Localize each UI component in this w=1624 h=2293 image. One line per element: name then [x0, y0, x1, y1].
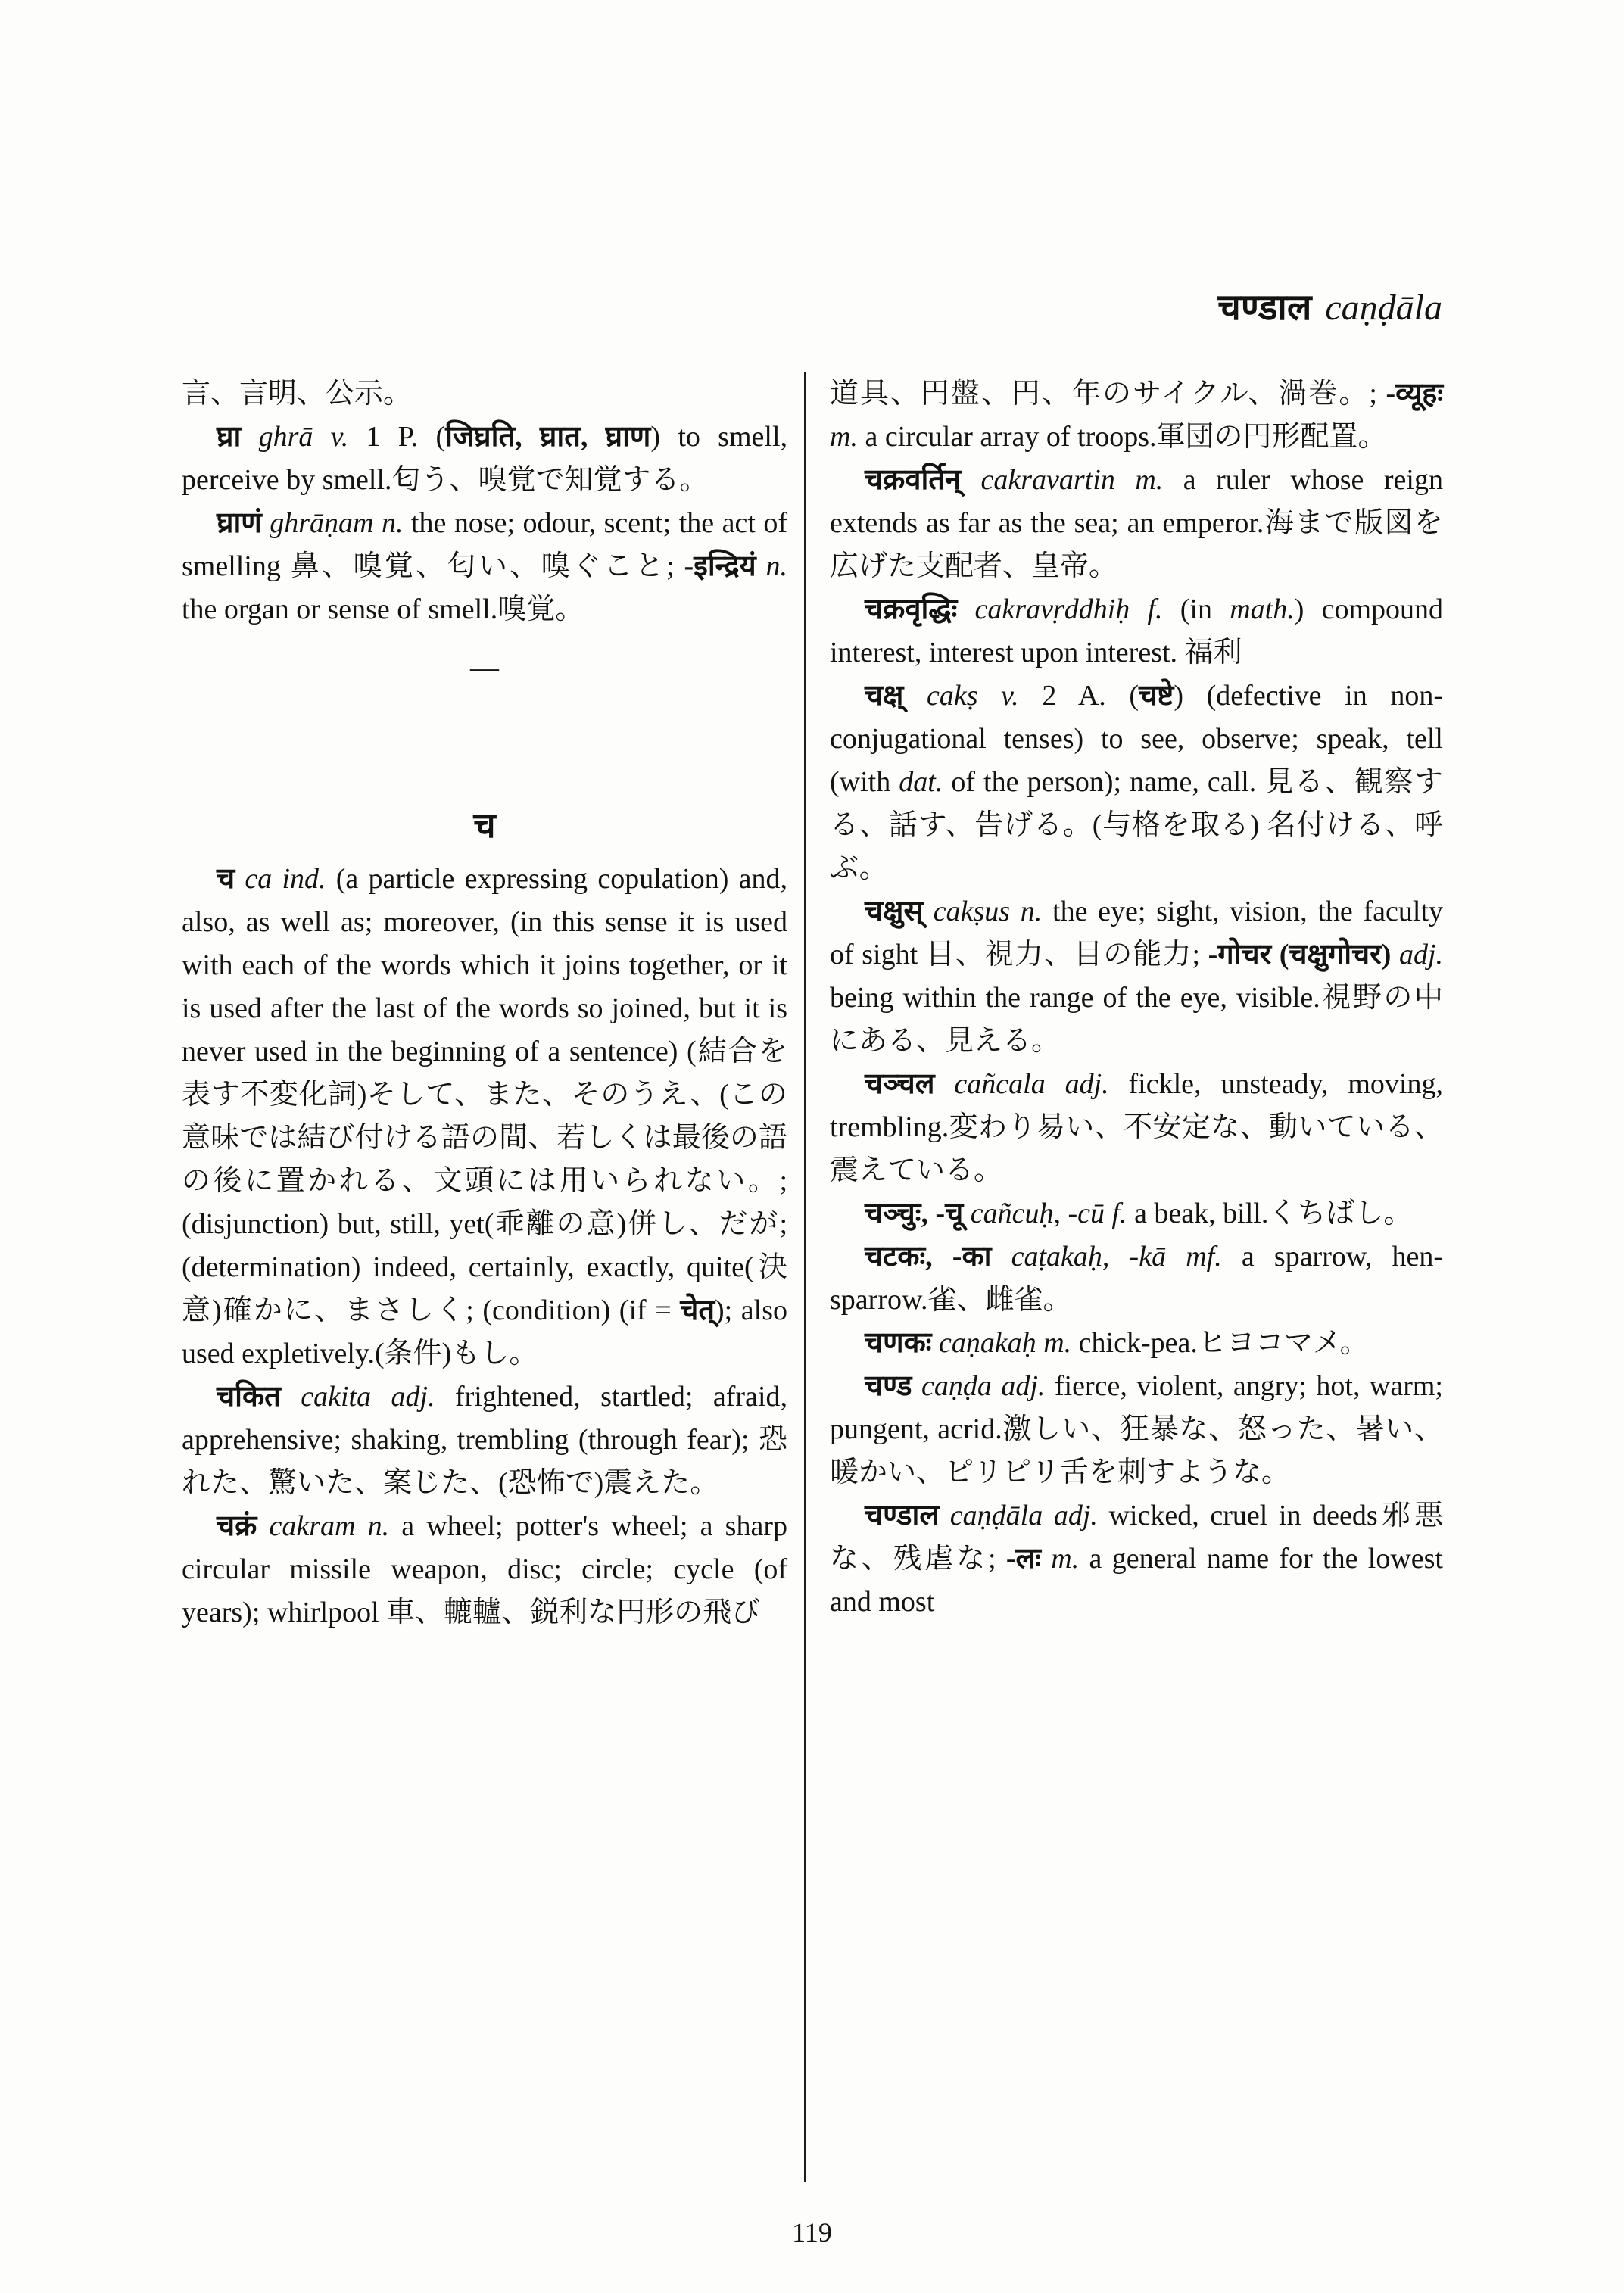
- text-run-rm: ; (disjunction) but, still, yet: [182, 1165, 787, 1240]
- left-column: [182, 372, 787, 1634]
- text-run-it: ghrāṇam: [270, 507, 382, 539]
- text-run-rm: wicked, cruel in deeds: [1108, 1500, 1378, 1531]
- text-run-cjk: 車、轆轤、鋭利な円形の飛び: [386, 1597, 761, 1628]
- text-run-cjk: 言、言明、公示。: [182, 378, 413, 410]
- text-run-it: m.: [830, 421, 865, 453]
- text-run-it: n.: [367, 1510, 402, 1542]
- text-run-it: caṭakaḥ, -kā: [1011, 1241, 1186, 1273]
- text-run-dev: च: [473, 806, 496, 845]
- text-run-it: m.: [1135, 464, 1183, 496]
- text-run-it: dat.: [899, 766, 952, 798]
- section-heading-ca: [182, 803, 787, 849]
- text-run-it: caṇḍāla adj.: [949, 1500, 1109, 1531]
- text-run-rm: the nose; odour, scent; the act of smelling: [182, 507, 787, 582]
- text-run-rm: —: [470, 652, 499, 684]
- text-run-it: cakram: [269, 1510, 368, 1542]
- text-run-dev: चञ्चल: [865, 1068, 955, 1100]
- text-run-it: adj.: [1398, 939, 1444, 970]
- text-run-rm: of the person); name, call.: [951, 766, 1265, 798]
- text-run-rm: a wheel; potter's wheel; a sharp circular missile weapon, disc; circle; cycle (of years); whirlpool: [182, 1510, 787, 1628]
- text-run-dev: च: [217, 863, 245, 895]
- text-run-cjk: くちばし。: [1268, 1198, 1413, 1229]
- text-run-it: caṇakaḥ: [938, 1327, 1044, 1359]
- text-run-it: cakravartin: [980, 464, 1136, 496]
- text-run-dev: चक्ष्: [865, 680, 927, 712]
- entry-ghranam: [182, 502, 787, 631]
- text-run-cjk: 軍団の円形配置。: [1156, 421, 1387, 453]
- text-run-rm: the organ or sense of smell.: [182, 594, 498, 625]
- entry-caks: [830, 675, 1443, 890]
- text-run-it: n.: [765, 550, 787, 582]
- text-run-dev: चक्रं: [217, 1510, 270, 1542]
- text-run-cjk: 邪悪な、残虐な: [830, 1500, 1443, 1575]
- text-run-it: cakravṛddhiḥ: [974, 594, 1148, 625]
- text-run-cjk: 鼻、嗅覚、匂い、嗅ぐこと;: [290, 550, 684, 582]
- text-run-dev: चण्ड: [865, 1370, 921, 1402]
- text-run-it: cañcala adj.: [954, 1068, 1129, 1100]
- column-divider-rule: [804, 372, 806, 2182]
- entry-catakah: [830, 1235, 1443, 1322]
- entry-canakah: [830, 1322, 1443, 1365]
- text-run-dev: घ्राणं: [217, 507, 270, 539]
- text-run-dev: -व्यूहः: [1386, 378, 1443, 410]
- text-run-rm: (in: [1180, 594, 1230, 625]
- text-run-dev: चेत्: [680, 1294, 715, 1326]
- text-run-cjk: ヒヨコマメ。: [1197, 1327, 1369, 1359]
- text-run-dev: घ्रा: [217, 421, 259, 453]
- entry-cancuh: [830, 1192, 1443, 1235]
- text-run-cjk: (乖離の意)併し、だが: [484, 1208, 780, 1240]
- text-run-dev: -लः: [1005, 1543, 1052, 1575]
- text-run-cjk: 見る、観察する、話す、告げる。(与格を取る) 名付ける、呼ぶ。: [830, 766, 1443, 884]
- text-run-cjk: (結合を表す不変化詞)そして、また、そのうえ、(この意味では結び付ける語の間、若しくは最後の語の後に置かれる、文頭には用いられない。: [182, 1036, 787, 1197]
- text-run-dev: चक्षुस्: [865, 896, 934, 927]
- text-run-it: n.: [381, 507, 411, 539]
- text-run-rm: (a particle expressing copulation) and, also, as well as; moreover, (in this sense it is used with each of the words which it joins together, or it is used after the last of the words so joined, but it is never used in the beginning of a sentence): [182, 863, 787, 1067]
- text-run-cjk: 福利: [1184, 637, 1242, 668]
- text-run-it: n.: [1020, 896, 1053, 927]
- text-run-rm: a ruler whose reign extends as far as the sea; an emperor.: [830, 464, 1443, 539]
- text-run-rm: the eye; sight, vision, the faculty of sight: [830, 896, 1443, 970]
- entry-cakita: [182, 1375, 787, 1505]
- text-run-cjk: 視野の中にある、見える。: [830, 982, 1443, 1057]
- running-head-transliteration: caṇḍāla: [1325, 288, 1442, 328]
- text-run-it: v.: [330, 421, 366, 453]
- text-run-rm: chick-pea.: [1078, 1327, 1198, 1359]
- text-run-dev: चटकः, -का: [865, 1241, 1011, 1273]
- entry-caksus: [830, 890, 1443, 1063]
- text-run-it: m.: [1043, 1327, 1079, 1359]
- text-run-dev: चष्टे: [1139, 680, 1174, 712]
- text-run-cjk: (条件)もし。: [375, 1338, 538, 1369]
- text-run-rm: a general name for the lowest and most: [830, 1543, 1443, 1618]
- text-run-cjk: 激しい、狂暴な、怒った、暑い、暖かい、ピリピリ舌を刺すような。: [830, 1413, 1443, 1488]
- text-run-it: math.: [1230, 594, 1295, 625]
- text-run-rm: being within the range of the eye, visible.: [830, 982, 1320, 1014]
- text-run-rm: ; (condition) (if =: [466, 1294, 681, 1326]
- text-run-cjk: 嗅覚。: [497, 594, 584, 625]
- text-run-it: cakṣ: [927, 680, 1002, 712]
- text-run-rm: a beak, bill.: [1134, 1198, 1269, 1229]
- text-run-dev: चञ्चुः, -चू: [865, 1198, 971, 1229]
- entry-ghra: [182, 416, 787, 502]
- text-run-dev: चणकः: [865, 1327, 939, 1359]
- text-run-it: ca ind.: [245, 863, 336, 895]
- text-run-it: mf.: [1186, 1241, 1242, 1273]
- text-run-rm: 2 A. (: [1042, 680, 1139, 712]
- text-run-it: f.: [1147, 594, 1180, 625]
- text-run-dev: -इन्द्रियं: [684, 550, 766, 582]
- text-run-cjk: (決意)確かに、まさしく: [182, 1251, 788, 1326]
- text-run-it: f.: [1111, 1198, 1135, 1229]
- page-number: 119: [792, 2217, 832, 2248]
- continuation-paragraph: [182, 372, 787, 416]
- text-run-cjk: 雀、雌雀。: [927, 1284, 1072, 1316]
- text-run-dev: जिघ्रति, घ्रात, घ्राण: [445, 421, 651, 453]
- text-run-rm: ) (defective in non-conjugational tenses) to see, observe; speak, tell (with: [830, 680, 1443, 798]
- text-run-it: cakita adj.: [301, 1381, 455, 1413]
- text-run-rm: fierce, violent, angry; hot, warm; pungent, acrid.: [830, 1370, 1443, 1445]
- running-head: [825, 282, 1442, 331]
- entry-cakravrddhih: [830, 588, 1443, 675]
- text-run-rm: ;: [988, 1543, 1006, 1575]
- text-run-it: ghrā: [258, 421, 331, 453]
- text-run-it: m.: [1051, 1543, 1089, 1575]
- text-run-it: cakṣus: [933, 896, 1021, 927]
- continuation-paragraph: [830, 372, 1443, 459]
- entry-cancala: [830, 1063, 1443, 1192]
- text-run-cjk: 匂う、嗅覚で知覚する。: [391, 464, 709, 496]
- text-run-it: cañcuḥ, -cū: [970, 1198, 1112, 1229]
- text-run-rm: ; (determination) indeed, certainly, exactly, quite: [182, 1208, 788, 1283]
- text-run-rm: 1 P. (: [366, 421, 446, 453]
- entry-ca: [182, 858, 787, 1375]
- text-run-rm: frightened, startled; afraid, apprehensive; shaking, trembling (through fear);: [182, 1381, 787, 1456]
- text-run-dev: चण्डाल: [865, 1500, 950, 1531]
- text-run-cjk: 目、視力、目の能力;: [925, 939, 1208, 970]
- text-run-cjk: 道具、円盤、円、年のサイクル、渦巻。;: [830, 378, 1386, 410]
- text-run-cjk: 海まで版図を広げた支配者、皇帝。: [830, 507, 1443, 582]
- text-run-dev: -गोचर (चक्षुगोचर): [1208, 939, 1399, 970]
- text-run-rm: fickle, unsteady, moving, trembling.: [830, 1068, 1443, 1143]
- text-run-cjk: 恐れた、驚いた、案じた、(恐怖で)震えた。: [182, 1424, 787, 1499]
- running-head-devanagari: चण्डाल: [1217, 288, 1312, 328]
- section-divider-dash: [182, 646, 787, 690]
- text-run-rm: ) compound interest, interest upon interest.: [830, 594, 1444, 668]
- text-run-dev: चक्रवर्तिन्: [865, 464, 981, 496]
- text-run-rm: ) to smell, perceive by smell.: [182, 421, 788, 496]
- text-run-dev: चक्रवृद्धिः: [865, 594, 975, 625]
- text-run-cjk: 変わり易い、不安定な、動いている、震えている。: [830, 1111, 1443, 1186]
- text-run-it: caṇḍa adj.: [921, 1370, 1055, 1402]
- text-run-it: v.: [1001, 680, 1043, 712]
- text-run-rm: a circular array of troops.: [865, 421, 1157, 453]
- entry-cakravartin: [830, 459, 1443, 588]
- right-column: [830, 372, 1443, 1624]
- entry-cakram: [182, 1505, 787, 1634]
- entry-candala: [830, 1494, 1443, 1624]
- entry-canda: [830, 1365, 1443, 1494]
- text-run-dev: चकित: [217, 1381, 301, 1413]
- text-run-rm: a sparrow, hen-sparrow.: [830, 1241, 1444, 1316]
- text-run-rm: ); also used expletively.: [182, 1294, 787, 1369]
